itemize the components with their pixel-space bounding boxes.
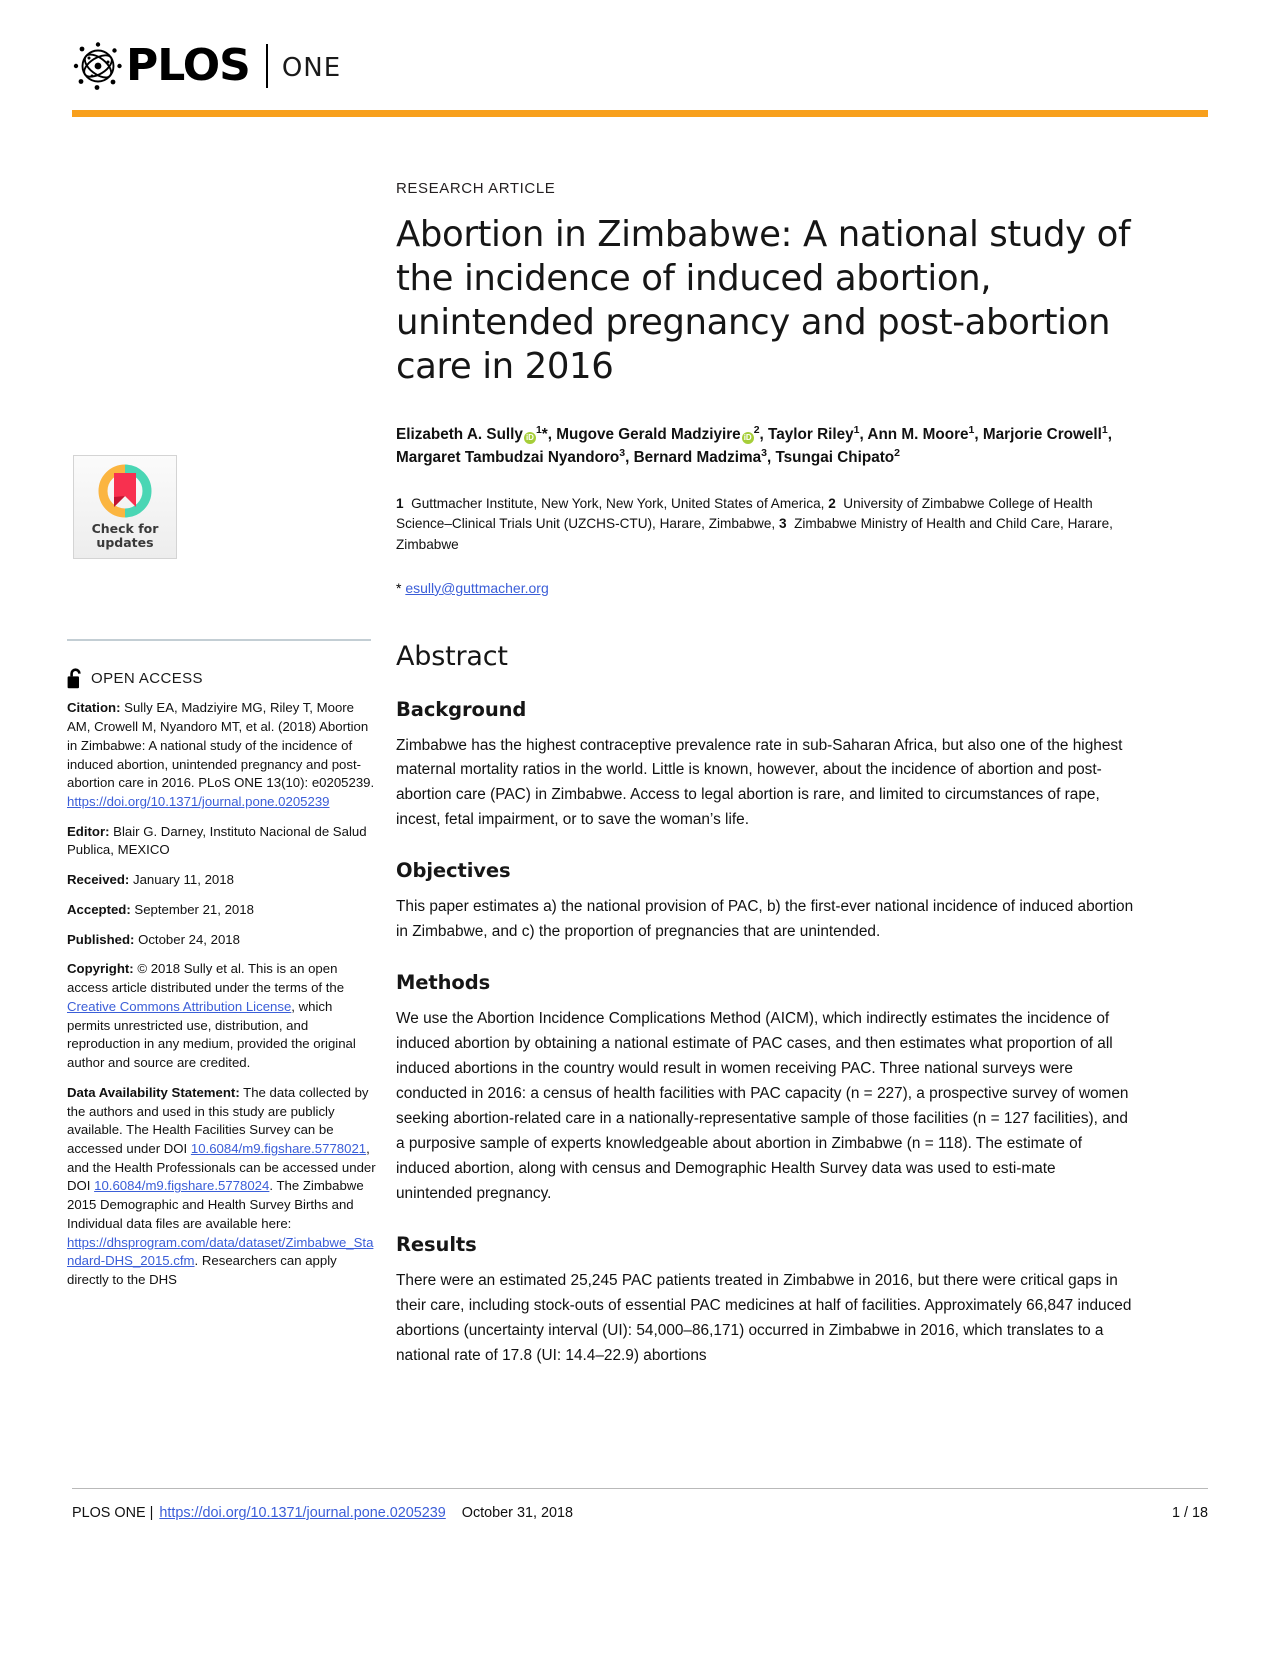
citation-label: Citation: bbox=[67, 700, 121, 716]
copyright-text-1: © 2018 Sully et al. This is an open access article distributed under the terms of the bbox=[67, 961, 345, 996]
copyright-block bbox=[67, 960, 379, 1072]
logo-divider bbox=[266, 44, 268, 88]
plos-logo[interactable] bbox=[72, 40, 341, 92]
editor-label: Editor: bbox=[67, 823, 110, 839]
masthead bbox=[0, 0, 1280, 125]
received-label: Received: bbox=[67, 872, 130, 888]
citation-doi-link[interactable]: https://doi.org/10.1371/journal.pone.0205239 bbox=[67, 793, 330, 809]
plos-orbit-logo-icon bbox=[72, 40, 124, 92]
plos-wordmark: PLOS bbox=[126, 40, 250, 91]
copyright-text-2: , which permits unrestricted use, distribution, and reproduction in any medium, provided the original author and source are credited. bbox=[67, 998, 356, 1071]
data-availability-text-4: . Researchers can apply directly to the DHS bbox=[67, 1253, 337, 1288]
open-access-row[interactable] bbox=[67, 668, 379, 689]
affiliation-list: 1 Guttmacher Institute, New York, New York, United States of America, 2 University of Zimbabwe College of Health Science–Clinical Trials Unit (UZCHS-CTU), Harare, Zimbabwe, 3 Zimbabwe Ministry of Health and Child Care, Harare, Zimbabwe bbox=[396, 495, 1113, 552]
open-access-label: OPEN ACCESS bbox=[91, 670, 203, 687]
footer-journal: PLOS ONE | bbox=[72, 1505, 154, 1521]
received-date: January 11, 2018 bbox=[129, 872, 234, 888]
figshare-link-2[interactable]: 10.6084/m9.figshare.5778024 bbox=[94, 1178, 270, 1194]
dhs-dataset-link[interactable]: https://dhsprogram.com/data/dataset/Zimbabwe_Standard-DHS_2015.cfm bbox=[67, 1234, 374, 1269]
corresponding-marker: * bbox=[396, 579, 402, 596]
crossmark-badge-icon bbox=[95, 463, 155, 519]
section-heading-background: Background bbox=[396, 697, 527, 721]
abstract-heading: Abstract bbox=[396, 640, 508, 672]
masthead-orange-rule bbox=[72, 110, 1208, 117]
crossmark-line2: updates bbox=[96, 535, 154, 550]
accepted-date: September 21, 2018 bbox=[130, 901, 254, 917]
sidebar bbox=[67, 455, 377, 559]
section-heading-methods: Methods bbox=[396, 971, 491, 995]
published-block bbox=[67, 931, 379, 950]
corresponding-author bbox=[396, 579, 1136, 599]
data-availability-text-1: The data collected by the authors and used in this study are publicly available. The Health Facilities Survey can be accessed under DOI bbox=[67, 1084, 369, 1156]
section-text-methods: We use the Abortion Incidence Complications Method (AICM), which indirectly estimates the incidence of induced abortion by obtaining a national estimate of PAC cases, and then estimates what proportion of all induced abortions in the country would result in women receiving PAC. Three national surveys were conducted in 2016: a census of health facilities with PAC capacity (n = 227), a prospective survey of women seeking abortion-related care in a nationally-representative sample of those facilities (n = 127 facilities), and a purposive sample of experts knowledgeable about abortion in Zimbabwe (n = 118). The estimate of induced abortion, along with census and Demographic Health Survey data was used to esti-mate unintended pregnancy. bbox=[396, 1010, 1129, 1202]
corresponding-email-link[interactable]: esully@guttmacher.org bbox=[405, 579, 549, 596]
article-type-kicker: RESEARCH ARTICLE bbox=[396, 180, 556, 197]
sidebar-metadata bbox=[67, 668, 379, 1301]
editor-text: Blair G. Darney, Instituto Nacional de Salud Publica, MEXICO bbox=[67, 823, 367, 858]
orcid-icon[interactable]: iD bbox=[525, 433, 534, 443]
published-date: October 24, 2018 bbox=[134, 931, 240, 947]
orcid-icon[interactable]: iD bbox=[743, 433, 752, 443]
editor-block bbox=[67, 823, 379, 860]
copyright-label: Copyright: bbox=[67, 961, 134, 977]
accepted-label: Accepted: bbox=[67, 901, 131, 917]
data-availability-label: Data Availability Statement: bbox=[67, 1084, 240, 1100]
cc-license-link[interactable]: Creative Commons Attribution License bbox=[67, 998, 292, 1014]
figshare-link-1[interactable]: 10.6084/m9.figshare.5778021 bbox=[190, 1140, 367, 1156]
footer-divider bbox=[72, 1488, 1208, 1489]
received-block bbox=[67, 871, 379, 890]
data-availability-text-3: . The Zimbabwe 2015 Demographic and Health Survey Births and Individual data files are available here: bbox=[67, 1178, 364, 1231]
author-list: Elizabeth A. Sully $iD^1*$, Mugove Gerald Madziyire $iD^2$, Taylor Riley$^1$, Ann M. Moore$^1$, Marjorie Crowell$^1$, Margaret Tambudzai Nyandoro$^3$, Bernard Madzima$^3$, Tsungai Chipato$^2$ bbox=[396, 424, 1112, 467]
footer-date: October 31, 2018 bbox=[461, 1505, 573, 1521]
footer-doi-link[interactable]: https://doi.org/10.1371/journal.pone.0205239 bbox=[159, 1505, 446, 1521]
page-footer bbox=[72, 1505, 1208, 1521]
citation-block bbox=[67, 699, 379, 811]
citation-text: Sully EA, Madziyire MG, Riley T, Moore AM, Crowell M, Nyandoro MT, et al. (2018) Abortion in Zimbabwe: A national study of the incidence of induced abortion, unintended pregnancy and post-abortion care in 2016. PLoS ONE 13(10): e0205239. bbox=[67, 700, 375, 791]
data-availability-text-2: , and the Health Professionals can be accessed under DOI bbox=[67, 1140, 376, 1194]
crossmark-line1: Check for bbox=[91, 521, 159, 536]
section-heading-results: Results bbox=[396, 1232, 477, 1256]
journal-name: ONE bbox=[281, 53, 342, 83]
footer-left bbox=[72, 1505, 573, 1521]
crossmark-badge[interactable] bbox=[73, 455, 177, 559]
data-availability-block bbox=[67, 1084, 379, 1290]
crossmark-label bbox=[92, 522, 159, 550]
article-main bbox=[396, 180, 1136, 1395]
sidebar-divider bbox=[67, 639, 371, 641]
footer-page-number: 1 / 18 bbox=[1171, 1505, 1208, 1521]
section-text-background: Zimbabwe has the highest contraceptive prevalence rate in sub-Saharan Africa, but also one of the highest maternal mortality ratios in the world. Little is known, however, about the incidence of abortion and post-abortion care (PAC) in Zimbabwe. Access to legal abortion is rare, and limited to circumstances of rape, incest, fetal impairment, or to save the woman’s life. bbox=[396, 736, 1123, 829]
open-padlock-icon bbox=[67, 668, 84, 689]
section-text-results: There were an estimated 25,245 PAC patients treated in Zimbabwe in 2016, but there were critical gaps in their care, including stock-outs of essential PAC medicines at half of facilities. Approximately 66,847 induced abortions (uncertainty interval (UI): 54,000–86,171) occurred in Zimbabwe in 2016, which translates to a national rate of 17.8 (UI: 14.4–22.9) abortions bbox=[396, 1271, 1132, 1364]
section-text-objectives: This paper estimates a) the national provision of PAC, b) the first-ever national incidence of induced abortion in Zimbabwe, and c) the proportion of pregnancies that are unintended. bbox=[396, 898, 1134, 941]
published-label: Published: bbox=[67, 931, 135, 947]
accepted-block bbox=[67, 901, 379, 920]
section-heading-objectives: Objectives bbox=[396, 859, 511, 883]
page-title: Abortion in Zimbabwe: A national study of the incidence of induced abortion, unintended pregnancy and post-abortion care in 2016 bbox=[396, 214, 1131, 388]
